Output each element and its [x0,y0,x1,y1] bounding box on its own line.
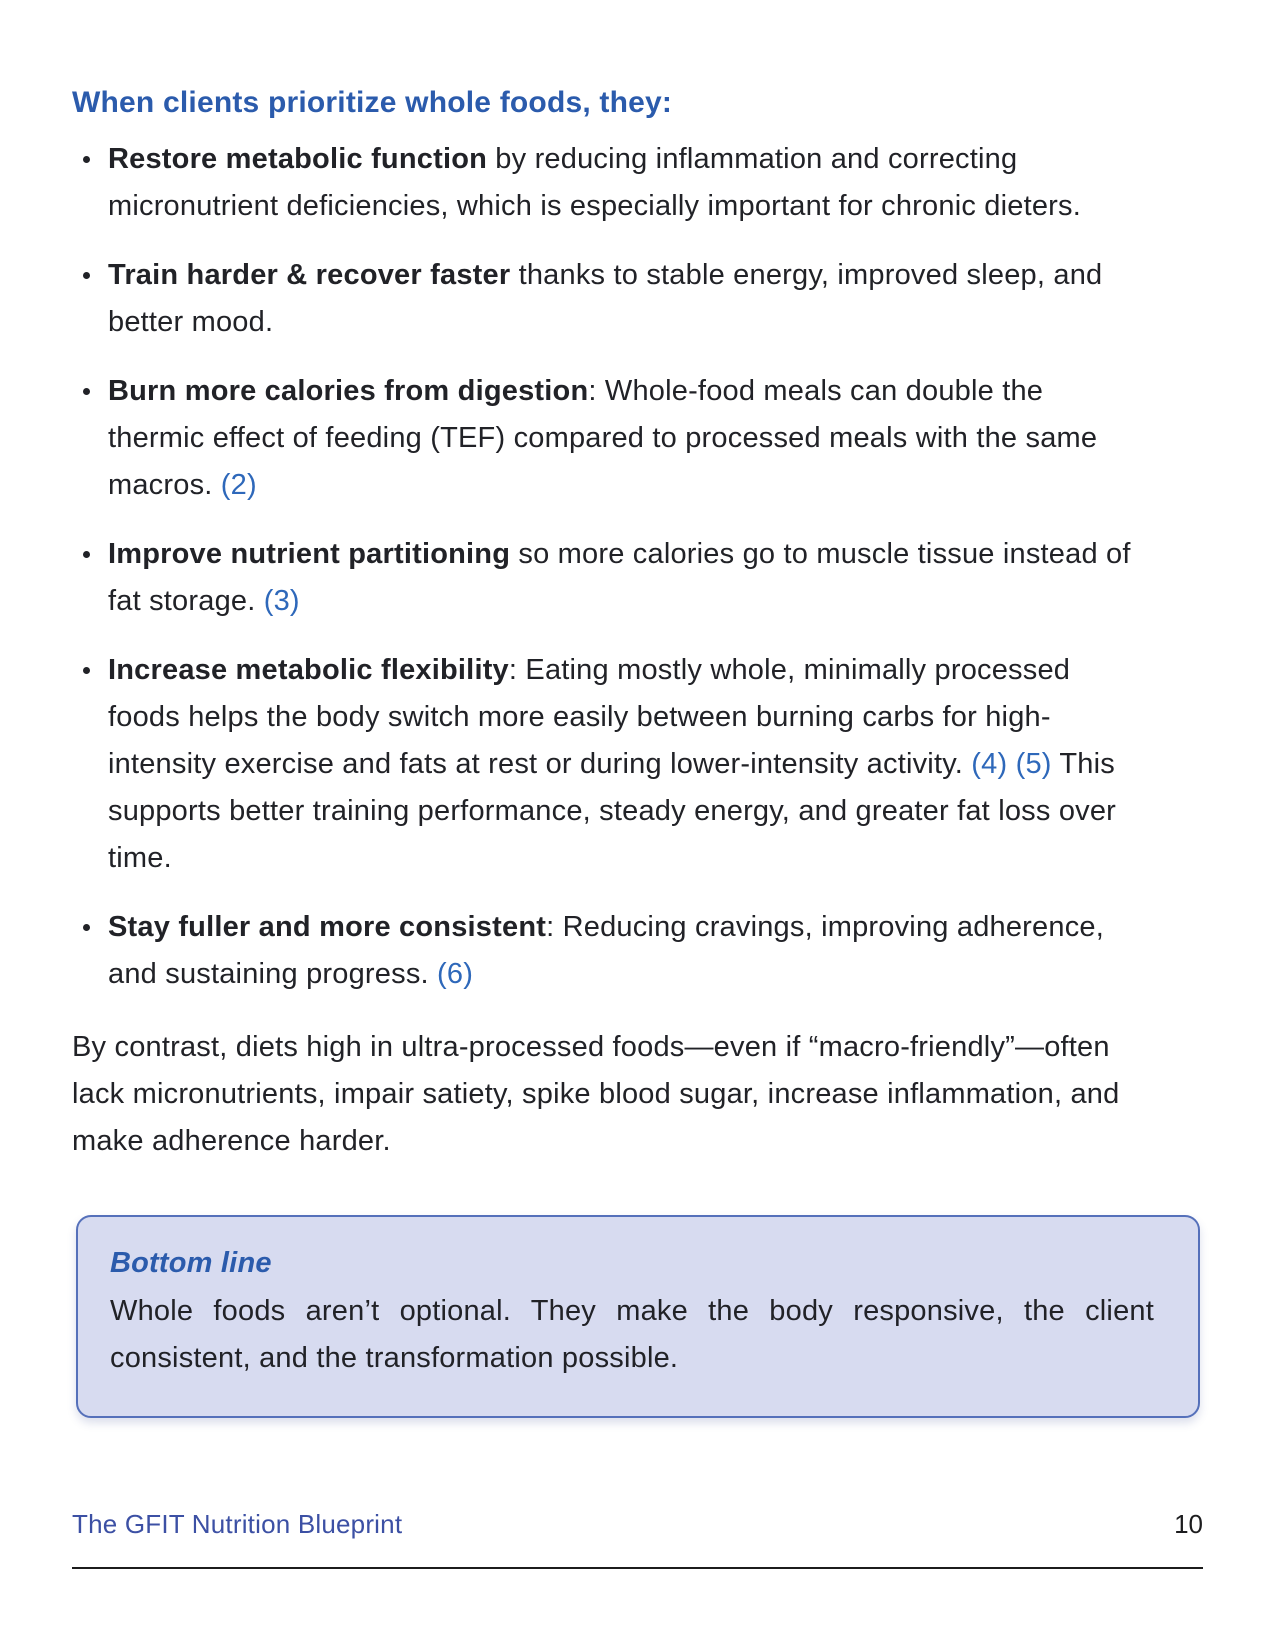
bullet-marker [72,252,108,346]
benefits-list [72,136,1203,998]
bullet-text [108,368,1143,509]
callout-title: Bottom line [110,1247,272,1279]
list-item [72,647,1203,882]
text-segment: Burn more calories from digestion [108,375,589,407]
list-item [72,136,1203,230]
list-item [72,904,1203,998]
bullet-dot-icon [83,272,90,279]
text-segment: so more calories go to muscle tissue instead of fat storage. [108,538,1131,617]
list-item [72,368,1203,509]
footer-doc-title: The GFIT Nutrition Blueprint [72,1509,403,1539]
bullet-dot-icon [83,388,90,395]
citation-link[interactable]: (6) [437,958,474,990]
text-segment: : Reducing cravings, improving adherence, and sustaining progress. [108,911,1104,990]
text-segment: Increase metabolic flexibility [108,654,509,686]
citation-link[interactable]: (2) [220,469,257,501]
bottom-line-callout [76,1215,1200,1418]
bullet-marker [72,904,108,998]
bullet-text [108,531,1143,625]
citation-link[interactable]: (5) [1015,748,1052,780]
text-segment: This supports better training performance, steady energy, and greater fat loss over time. [108,748,1117,874]
bullet-text [108,647,1143,882]
footer-rule [72,1567,1203,1569]
text-segment: Stay fuller and more consistent [108,911,547,943]
list-item [72,531,1203,625]
bullet-marker [72,531,108,625]
page-footer [0,1506,1275,1650]
text-segment: : Whole-food meals can double the thermic effect of feeding (TEF) compared to processed meals with the same macros. [108,375,1098,501]
bullet-marker [72,368,108,509]
bullet-dot-icon [83,924,90,931]
bullet-dot-icon [83,551,90,558]
bullet-text [108,904,1143,998]
bullet-text [108,252,1143,346]
text-segment: Restore metabolic function [108,143,488,175]
list-item [72,252,1203,346]
bullet-marker [72,136,108,230]
citation-link[interactable]: (3) [263,585,300,617]
footer-row [72,1506,1203,1542]
bullet-dot-icon [83,156,90,163]
text-segment: Train harder & recover faster [108,259,511,291]
text-segment: : Eating mostly whole, minimally processed foods helps the body switch more easily between burning carbs for high-intensity exercise and fats at rest or during lower-intensity activity. [108,654,1071,780]
contrast-paragraph: By contrast, diets high in ultra-processed foods—even if “macro-friendly”—often lack micronutrients, impair satiety, spike blood sugar, increase inflammation, and make adherence harder. [72,1031,1120,1157]
bullet-text [108,136,1143,230]
section-heading: When clients prioritize whole foods, they: [72,86,673,119]
bullet-marker [72,647,108,882]
text-segment: by reducing inflammation and correcting micronutrient deficiencies, which is especially important for chronic dieters. [108,143,1081,222]
text-segment [1007,748,1015,780]
footer-page-number: 10 [1174,1509,1203,1539]
citation-link[interactable]: (4) [971,748,1008,780]
bullet-dot-icon [83,667,90,674]
callout-body: Whole foods aren’t optional. They make the body responsive, the client consistent, and the transformation possible. [110,1295,1154,1374]
text-segment: Improve nutrient partitioning [108,538,511,570]
text-segment: thanks to stable energy, improved sleep, and better mood. [108,259,1103,338]
